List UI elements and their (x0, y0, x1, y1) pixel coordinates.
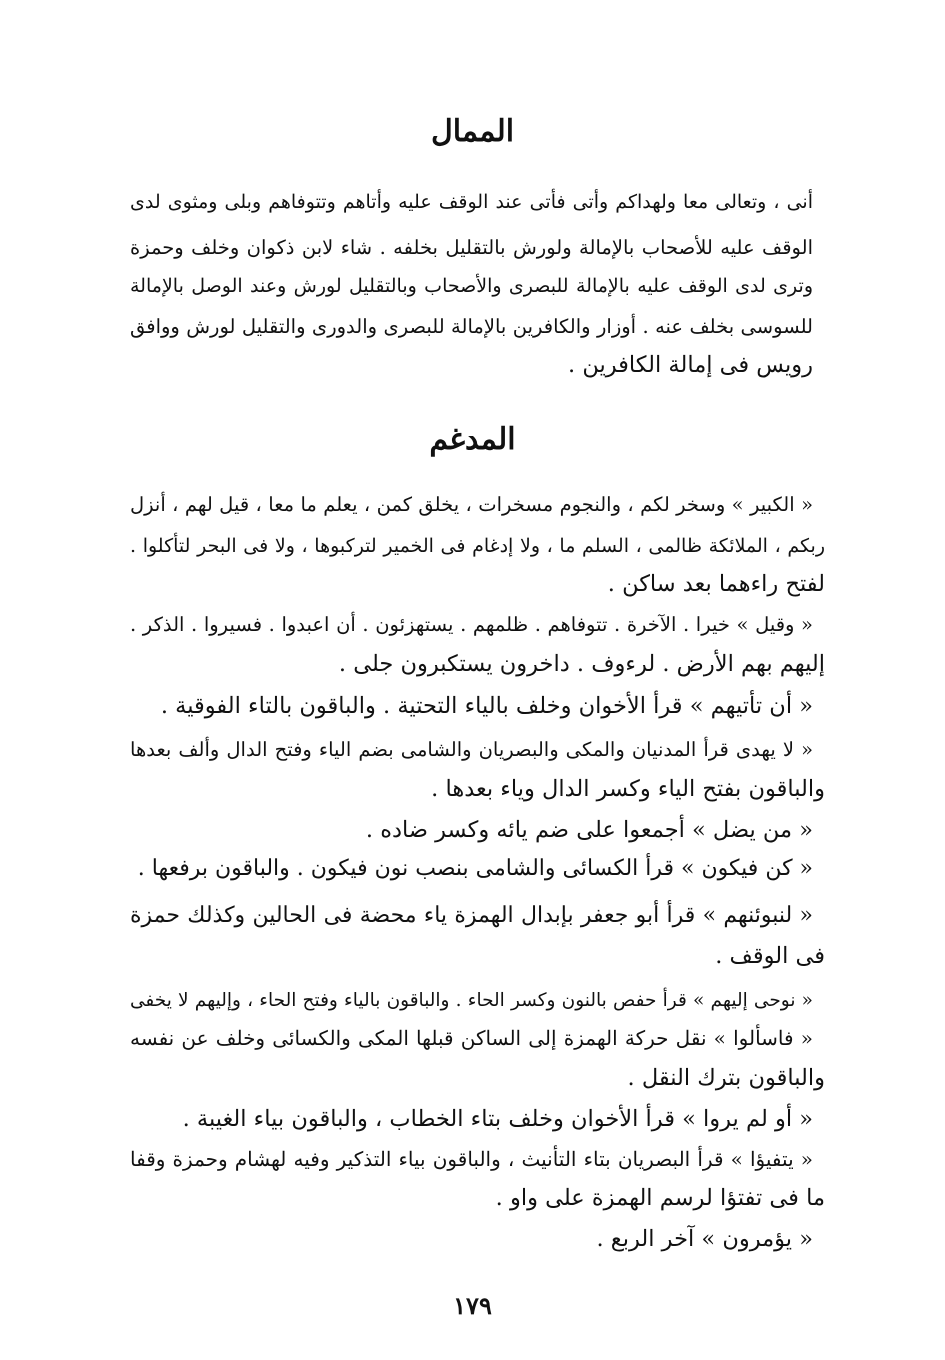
paragraph-line: « أن تأتيهم » قرأ الأخوان وخلف بالياء التحتية . والباقون بالتاء الفوقية . (160, 693, 813, 719)
section-title-mudgham: المدغم (429, 422, 516, 457)
paragraph-line: « يتفيؤا » قرأ البصريان بتاء التأنيث ، والباقون بياء التذكير وفيه لهشام وحمزة وقفا (130, 1147, 813, 1171)
paragraph-line: أنى ، وتعالى معا ولهداكم وأتى فأتى عند الوقف عليه وأتاهم وتتوفاهم وبلى ومثوى لدى (130, 191, 813, 213)
paragraph-line: للسوسى بخلف عنه . أوزار والكافرين بالإمالة للبصرى والدورى والتقليل لورش ووافق (130, 315, 813, 338)
paragraph-line: « وقيل » خيرا . الآخرة . تتوفاهم . ظلمهم . يستهزئون . أن اعبدوا . فسيروا . الذكر . (130, 613, 813, 636)
section-title-mumal: الممال (430, 114, 515, 149)
paragraph-line: رويس فى إمالة الكافرين . (568, 352, 813, 378)
paragraph-line: « لا يهدى قرأ المدنيان والمكى والبصريان والشامى بضم الياء وفتح الدال وألف بعدها (130, 738, 813, 761)
paragraph-line: « كن فيكون » قرأ الكسائى والشامى بنصب نون فيكون . والباقون برفعها . (137, 856, 813, 881)
paragraph-line: « لنبوئنهم » قرأ أبو جعفر بإبدال الهمزة ياء محضة فى الحالين وكذلك حمزة (130, 903, 813, 928)
paragraph-line: « فاسألوا » نقل حركة الهمزة إلى الساكن قبلها المكى والكسائى وخلف عن نفسه (130, 1026, 813, 1050)
paragraph-line: والباقون بفتح الياء وكسر الدال وياء بعدها . (431, 776, 825, 802)
paragraph-line: لفتح راءهما بعد ساكن . (607, 571, 825, 597)
paragraph-line: ما فى تفتؤا لرسم الهمزة على واو . (495, 1185, 825, 1211)
paragraph-line: « الكبير » وسخر لكم ، والنجوم مسخرات ، يخلق كمن ، يعلم ما معا ، قيل لهم ، أنزل (130, 493, 813, 516)
paragraph-line: وترى لدى الوقف عليه بالإمالة للبصرى والأصحاب وبالتقليل لورش وعند الوصل بالإمالة (130, 275, 813, 297)
paragraph-line: ربكم ، الملائكة ظالمى ، السلم ما ، ولا إدغام فى الخمير لتركبوها ، ولا فى البحر لتأكلوا . (130, 535, 825, 557)
paragraph-line: الوقف عليه للأصحاب بالإمالة ولورش بالتقليل بخلفه . شاء لابن ذكوان وخلف وحمزة (130, 236, 813, 259)
paragraph-line: « يؤمرون » آخر الربع . (596, 1226, 813, 1252)
paragraph-line: والباقون بترك النقل . (627, 1065, 825, 1091)
page-number: ١٧٩ (453, 1291, 492, 1320)
paragraph-line: « أو لم يروا » قرأ الأخوان وخلف بتاء الخطاب ، والباقون بياء الغيبة . (182, 1106, 813, 1132)
paragraph-line: « نوحى إليهم » قرأ حفص بالنون وكسر الحاء . والباقون بالياء وفتح الحاء ، وإليهم لا يخفى (130, 990, 813, 1011)
paragraph-line: « من يضل » أجمعوا على ضم يائه وكسر ضاده . (365, 817, 813, 843)
paragraph-line: فى الوقف . (715, 943, 825, 969)
paragraph-line: إليهم بهم الأرض . لرءوف . داخرون يستكبرون جلى . (338, 651, 825, 677)
